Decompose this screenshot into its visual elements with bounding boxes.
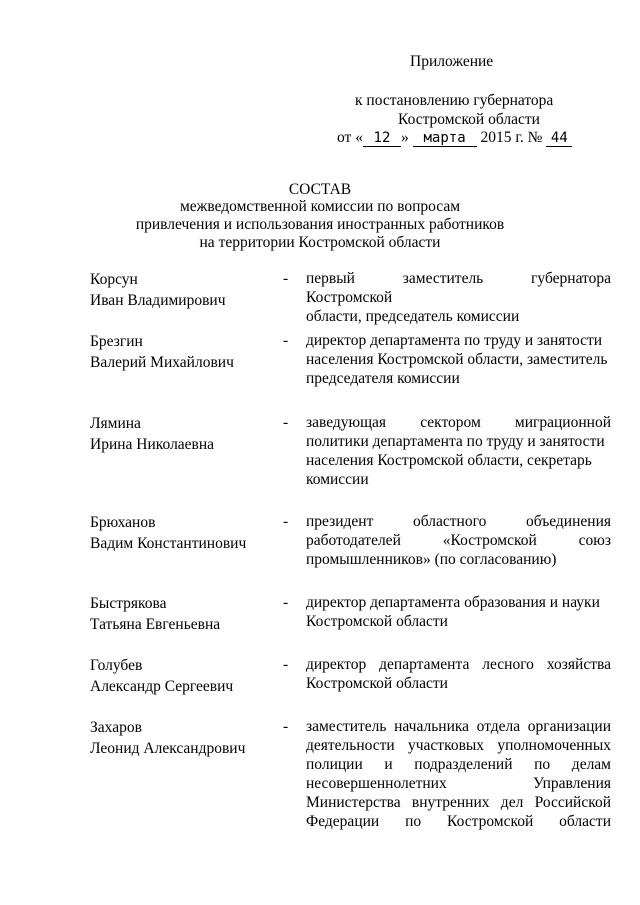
role-line: директор департамента лесного хозяйства bbox=[306, 656, 611, 673]
role-line: Министерства внутренних дел Российской bbox=[306, 794, 611, 811]
member-surname: Корсун bbox=[90, 271, 138, 288]
member-role bbox=[306, 655, 611, 693]
member-given-names: Александр Сергеевич bbox=[90, 678, 234, 695]
role-line: полиции и подразделений по делам bbox=[306, 756, 611, 773]
role-line: деятельности участковых уполномоченных bbox=[306, 737, 611, 754]
role-line: населения Костромской области, секретарь bbox=[306, 452, 592, 469]
date-suffix: 2015 г. № bbox=[480, 129, 543, 146]
member-role bbox=[306, 512, 611, 569]
member-name bbox=[90, 512, 280, 554]
member-name bbox=[90, 717, 280, 759]
subtitle-line-2: привлечения и использования иностранных работников bbox=[135, 216, 505, 233]
member-surname: Захаров bbox=[90, 719, 142, 736]
role-line: области, председатель комиссии bbox=[306, 308, 520, 325]
role-line: Костромской области bbox=[306, 675, 448, 692]
member-given-names: Леонид Александрович bbox=[90, 740, 246, 757]
role-line: комиссии bbox=[306, 471, 369, 488]
role-line: Федерации по Костромской области bbox=[306, 813, 611, 830]
member-dash: - bbox=[283, 414, 289, 431]
role-line: Костромской области bbox=[306, 613, 448, 630]
member-name bbox=[90, 269, 280, 311]
member-surname: Голубев bbox=[90, 657, 143, 674]
role-line: работодателей «Костромской союз bbox=[306, 532, 611, 549]
date-month: марта bbox=[413, 130, 477, 147]
member-role bbox=[306, 593, 611, 631]
member-surname: Брезгин bbox=[90, 333, 143, 350]
role-line: заместитель начальника отдела организации bbox=[306, 718, 611, 735]
role-line: заведующая сектором миграционной bbox=[306, 414, 611, 431]
member-dash: - bbox=[283, 270, 289, 287]
member-given-names: Иван Владимирович bbox=[90, 292, 226, 309]
member-role bbox=[306, 717, 611, 831]
member-given-names: Ирина Николаевна bbox=[90, 436, 215, 453]
role-line: политики департамента по труду и занятости bbox=[306, 433, 605, 450]
role-line: первый заместитель губернатора Костромской bbox=[306, 270, 611, 306]
member-name bbox=[90, 413, 280, 455]
subtitle-line-1: межведомственной комиссии по вопросам bbox=[179, 198, 461, 215]
role-line: директор департамента по труду и занятости bbox=[306, 332, 603, 349]
member-dash: - bbox=[283, 513, 289, 530]
member-dash: - bbox=[283, 718, 289, 735]
member-role bbox=[306, 331, 611, 388]
member-surname: Лямина bbox=[90, 415, 141, 432]
member-given-names: Татьяна Евгеньевна bbox=[90, 616, 221, 633]
member-dash: - bbox=[283, 594, 289, 611]
role-line: директор департамента образования и науки bbox=[306, 594, 600, 611]
document-title: СОСТАВ bbox=[288, 181, 352, 198]
appendix-label: Приложение bbox=[410, 53, 494, 70]
role-line: населения Костромской области, заместитель bbox=[306, 351, 608, 368]
resolution-date-line bbox=[337, 128, 572, 147]
resolution-number: 44 bbox=[546, 130, 572, 147]
member-surname: Брюханов bbox=[90, 514, 156, 531]
date-mid: » bbox=[400, 129, 409, 146]
member-surname: Быстрякова bbox=[90, 595, 167, 612]
role-line: несовершеннолетних Управления bbox=[306, 775, 611, 792]
member-dash: - bbox=[283, 332, 289, 349]
member-role bbox=[306, 269, 611, 326]
document-subtitle bbox=[0, 198, 640, 252]
member-role bbox=[306, 413, 611, 489]
member-given-names: Вадим Константинович bbox=[90, 535, 247, 552]
member-dash: - bbox=[283, 656, 289, 673]
role-line: председателя комиссии bbox=[306, 370, 460, 387]
date-prefix: от « bbox=[337, 129, 363, 146]
member-name bbox=[90, 593, 280, 635]
role-line: президент областного объединения bbox=[306, 513, 611, 530]
resolution-line-2: Костромской области bbox=[398, 111, 540, 128]
member-name bbox=[90, 655, 280, 697]
role-line: промышленников» (по согласованию) bbox=[306, 551, 557, 568]
subtitle-line-3: на территории Костромской области bbox=[199, 234, 441, 251]
member-name bbox=[90, 331, 280, 373]
member-given-names: Валерий Михайлович bbox=[90, 354, 234, 371]
date-day: 12 bbox=[363, 130, 401, 147]
resolution-line-1: к постановлению губернатора bbox=[355, 92, 554, 109]
